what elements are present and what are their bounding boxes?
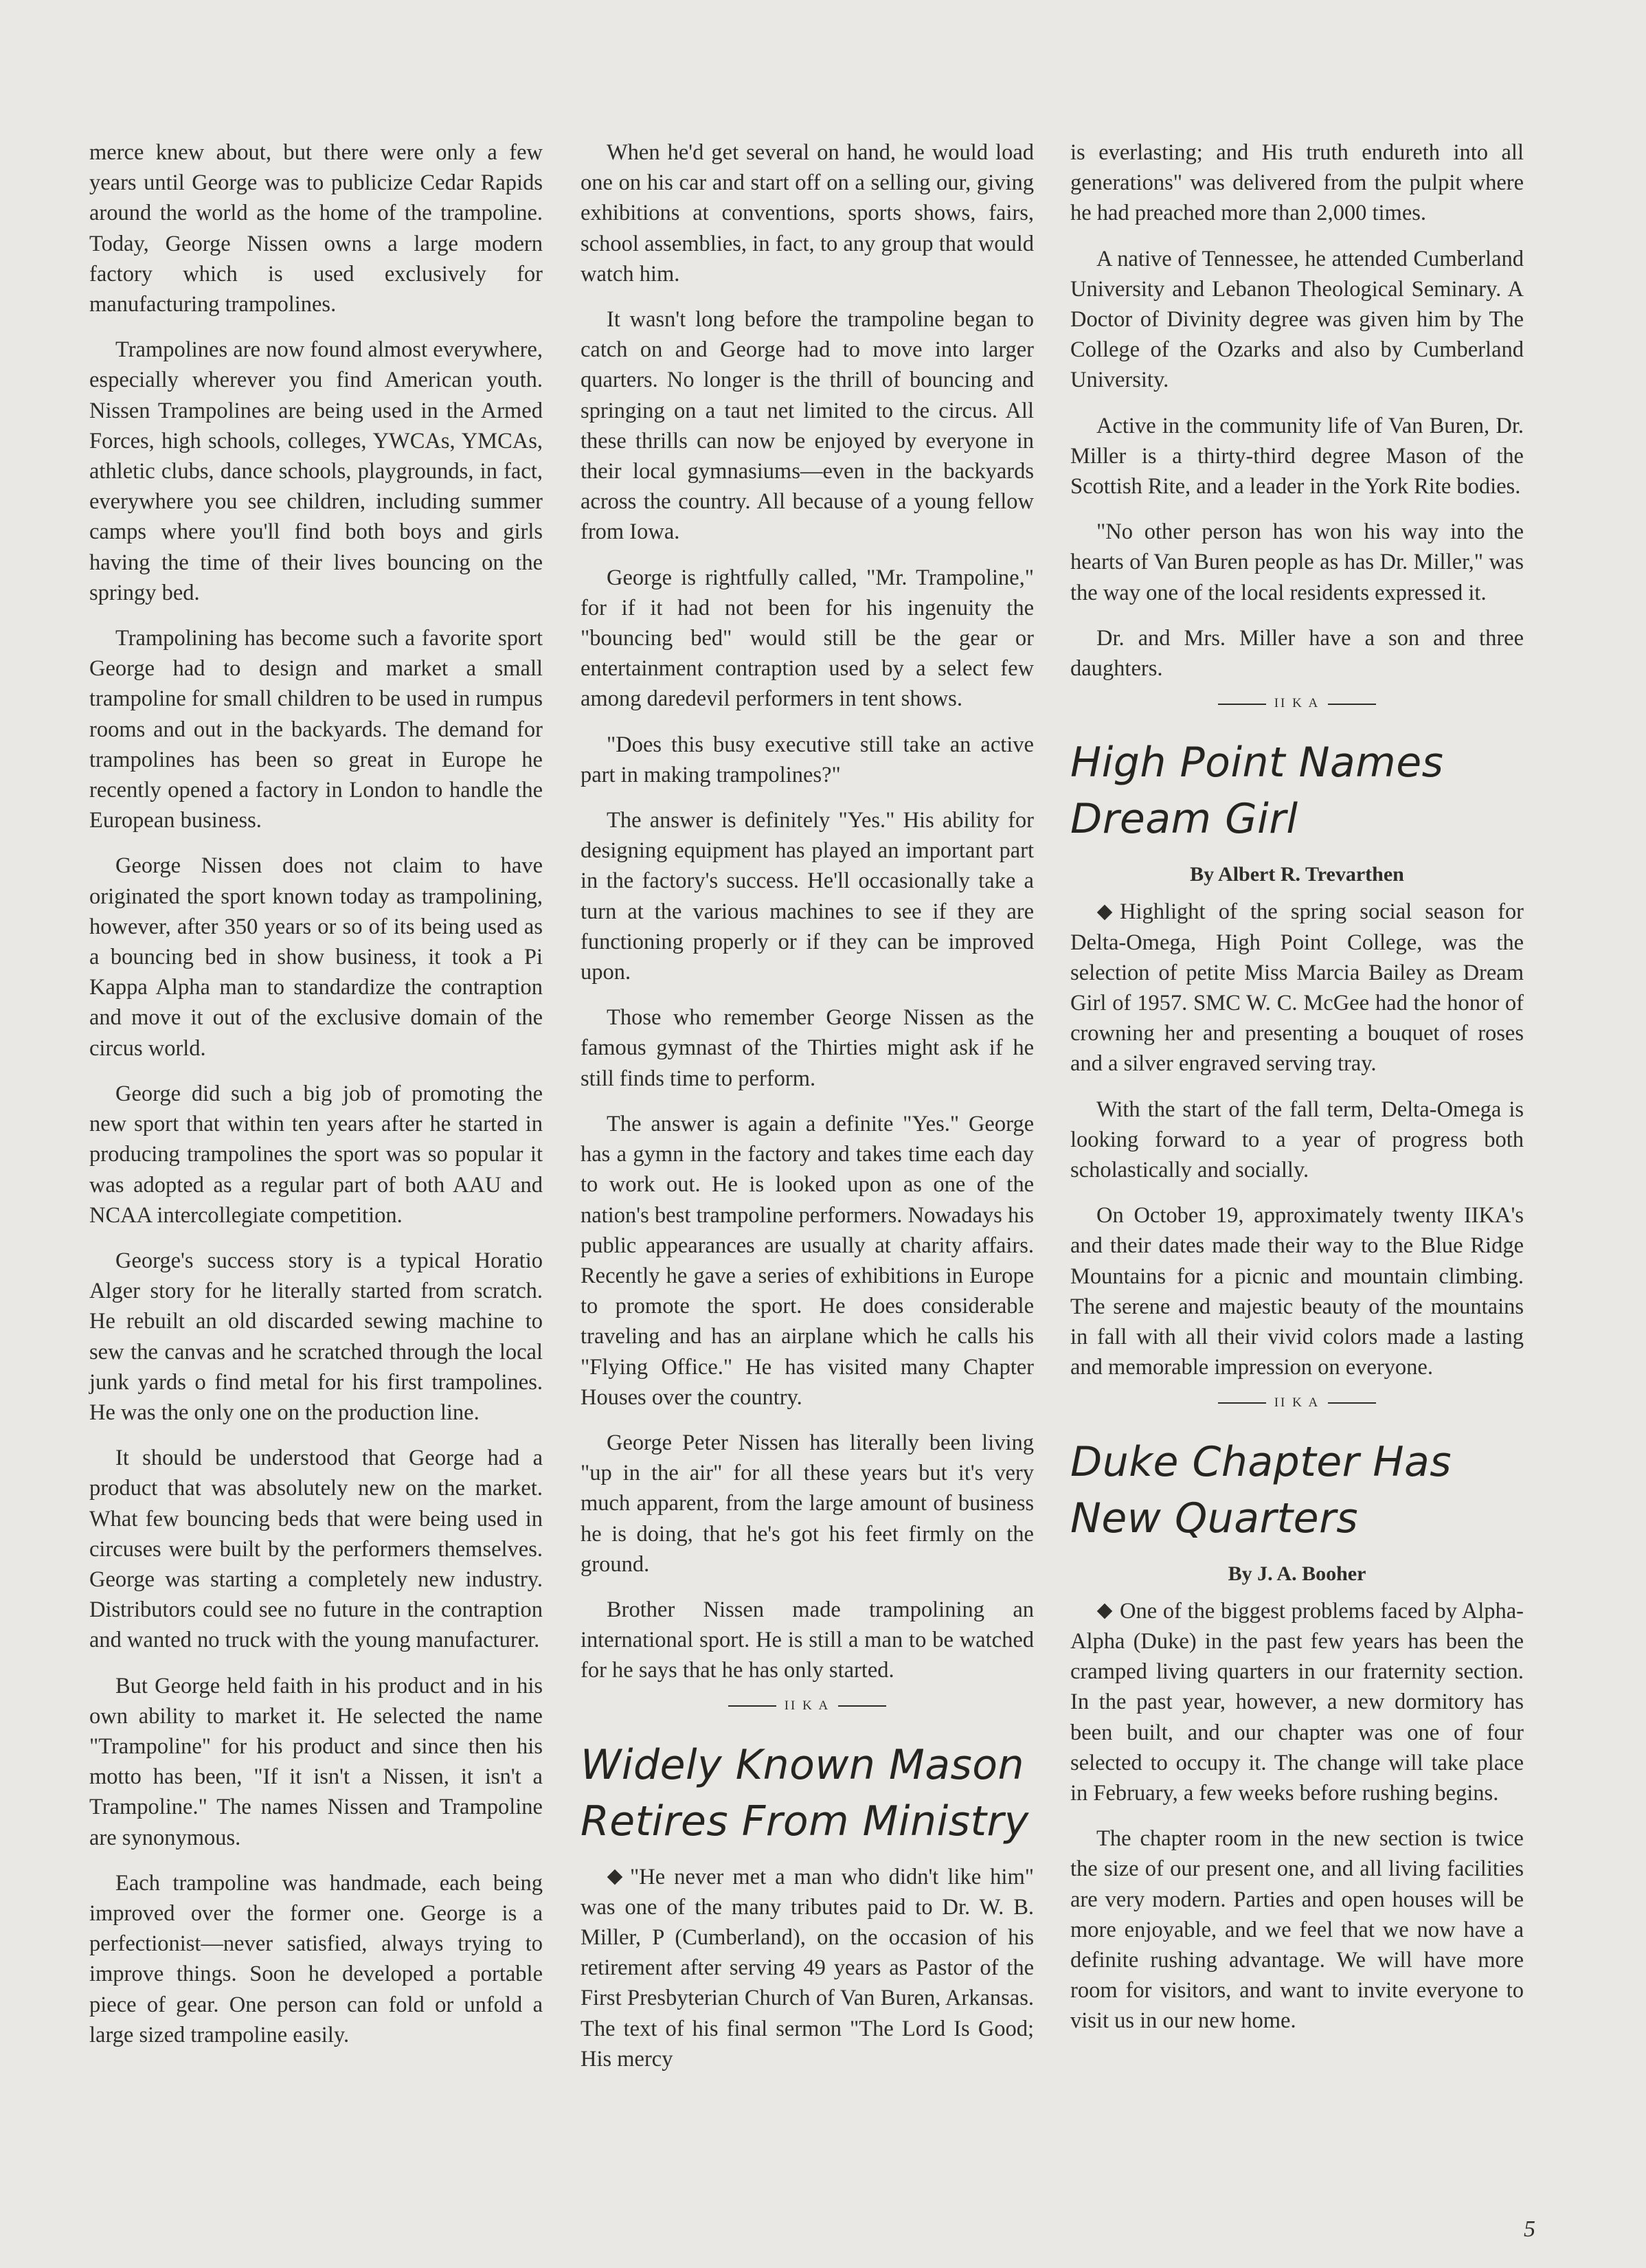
paragraph: When he'd get several on hand, he would load one on his car and start off on a selling our, giving exhibitions at conventions, sports shows, fairs, school assemblies, in fact, to any group that would watch him. [580,140,1034,287]
column-2 [580,137,1034,2089]
section-separator: II K A [1070,693,1524,714]
paragraph: It should be understood that George had a product that was absolutely new on the market. What few bouncing beds that were being used in circuses were built by the performers themselves. George was starting a completely new industry. Distributors could see no future in the contraption and wanted no truck with the young manufacturer. [89,1446,543,1653]
duke-byline: By J. A. Booher [1228,1562,1366,1585]
paragraph: Trampolining has become such a favorite sport George had to design and market a small trampoline for small children to be used in rumpus rooms and out in the backyards. The demand for trampolines has been so great in Europe he recently opened a factory in London to handle the European business. [89,626,543,833]
paragraph: Highlight of the spring social season for Delta-Omega, High Point College, was the selection of petite Miss Marcia Bailey as Dream Girl of 1957. SMC W. C. McGee had the honor of crowning her and presenting a bouquet of roses and a silver engraved serving tray. [1070,899,1524,1077]
section-separator: II K A [580,1696,1034,1716]
page-number: 5 [1524,2216,1535,2242]
paragraph: merce knew about, but there were only a few years until George was to publicize Cedar Rapids around the world as the home of the trampoline. Today, George Nissen owns a large modern factory which is used exclusively for manufacturing trampolines. [89,140,543,317]
paragraph: The answer is again a definite "Yes." George has a gymn in the factory and takes time each day to work out. He is looked upon as one of the nation's best trampoline performers. Nowadays his public appearances are usually at charity affairs. Recently he gave a series of exhibitions in Europe to promote the sport. He does considerable traveling and has an airplane which he calls his "Flying Office." He has visited many Chapter Houses over the country. [580,1111,1034,1410]
paragraph: On October 19, approximately twenty IIKA's and their dates made their way to the Blue Ridge Mountains for a picnic and mountain climbing. The serene and majestic beauty of the mountains in fall with all their vivid colors made a lasting and memorable impression on everyone. [1070,1203,1524,1380]
highpoint-byline: By Albert R. Trevarthen [1190,863,1404,886]
paragraph: Dr. and Mrs. Miller have a son and three daughters. [1070,625,1524,682]
paragraph: George did such a big job of promoting the new sport that within ten years after he started in producing trampolines the sport was so popular it was adopted as a regular part of both AAU and NCAA intercollegiate competition. [89,1081,543,1228]
paragraph: Trampolines are now found almost everywhere, especially wherever you find American youth. Nissen Trampolines are being used in the Armed Forces, high schools, colleges, YWCAs, YMCAs, athletic clubs, dance schools, playgrounds, in fact, everywhere you see children, including summer camps where you'll find both boys and girls having the time of their lives bouncing on the springy bed. [89,337,543,605]
paragraph: George is rightfully called, "Mr. Trampoline," for if it had not been for his ingenuity the "bouncing bed" would still be the gear or entertainment contraption used by a select few among daredevil performers in tent shows. [580,565,1034,712]
paragraph: With the start of the fall term, Delta-Omega is looking forward to a year of progress both scholastically and socially. [1070,1097,1524,1183]
highpoint-article-title: High Point Names Dream Girl [1070,739,1444,844]
paragraph: George's success story is a typical Horatio Alger story for he literally started from scratch. He rebuilt an old discarded sewing machine to sew the canvas and he scratched through the local junk yards o find metal for his first trampolines. He was the only one on the production line. [89,1248,543,1425]
paragraph: One of the biggest problems faced by Alpha-Alpha (Duke) in the past few years has been the cramped living quarters in our fraternity section. In the past year, however, a new dormitory has been built, and our chapter was one of four selected to occupy it. The change will take place in February, a few weeks before rushing begins. [1070,1598,1524,1806]
paragraph: "Does this busy executive still take an active part in making trampolines?" [580,732,1034,787]
mason-article-lead: "He never met a man who didn't like him" was one of the many tributes paid to Dr. W. B. Miller, P (Cumberland), on the occasion of his retirement after serving 49 years as Pastor of the First Presbyterian Church of Van Buren, Arkansas. The text of his final sermon "The Lord Is Good; His mercy [580,1864,1034,2071]
diamond-bullet-icon [1097,1604,1113,1619]
paragraph: "No other person has won his way into the hearts of Van Buren people as has Dr. Miller," was the way one of the local residents expressed it. [1070,519,1524,605]
mason-article-title: Widely Known Mason Retires From Ministry [580,1740,1029,1845]
paragraph: Brother Nissen made trampolining an international sport. He is still a man to be watched for he says that he has only started. [580,1597,1034,1683]
column-1 [89,137,543,2065]
paragraph: It wasn't long before the trampoline began to catch on and George had to move into larger quarters. No longer is the thrill of bouncing and springing on a taut net limited to the circus. All these thrills can now be enjoyed by everyone in their local gymnasiums—even in the backyards across the country. All because of a young fellow from Iowa. [580,307,1034,545]
paragraph: George Peter Nissen has literally been living "up in the air" for all these years but it's very much apparent, from the large amount of business he is doing, that he's got his feet firmly on the ground. [580,1430,1034,1577]
paragraph: Each trampoline was handmade, each being improved over the former one. George is a perfectionist—never satisfied, always trying to improve things. Soon he developed a portable piece of gear. One person can fold or unfold a large sized trampoline easily. [89,1870,543,2047]
paragraph: is everlasting; and His truth endureth into all generations" was delivered from the pulpit where he had preached more than 2,000 times. [1070,140,1524,226]
paragraph: George Nissen does not claim to have originated the sport known today as trampolining, however, after 350 years or so of its being used as a bouncing bed in show business, it took a Pi Kappa Alpha man to standardize the contraption and move it out of the exclusive domain of the circus world. [89,853,543,1061]
paragraph: The answer is definitely "Yes." His ability for designing equipment has played an important part in the factory's success. He'll occasionally take a turn at the various machines to see if they are functioning properly or if they can be improved upon. [580,808,1034,985]
paragraph: Those who remember George Nissen as the famous gymnast of the Thirties might ask if he still finds time to perform. [580,1005,1034,1091]
paragraph: A native of Tennessee, he attended Cumberland University and Lebanon Theological Seminary. A Doctor of Divinity degree was given him by The College of the Ozarks and also by Cumberland University. [1070,246,1524,393]
paragraph: Active in the community life of Van Buren, Dr. Miller is a thirty-third degree Mason of the Scottish Rite, and a leader in the York Rite bodies. [1070,413,1524,499]
diamond-bullet-icon [607,1870,623,1885]
paragraph: The chapter room in the new section is twice the size of our present one, and all living facilities are very modern. Parties and open houses will be more enjoyable, and we feel that we now have a definite rushing advantage. We will have more room for visitors, and want to invite everyone to visit us in our new home. [1070,1826,1524,2034]
section-separator: II K A [1070,1393,1524,1413]
diamond-bullet-icon [1097,905,1113,921]
duke-article-title: Duke Chapter Has New Quarters [1070,1437,1452,1542]
paragraph: But George held faith in his product and in his own ability to market it. He selected the name "Trampoline" for his product and since then his motto has been, "If it isn't a Nissen, it isn't a Trampoline." The names Nissen and Trampoline are synonymous. [89,1673,543,1850]
column-3 [1070,137,1524,2052]
